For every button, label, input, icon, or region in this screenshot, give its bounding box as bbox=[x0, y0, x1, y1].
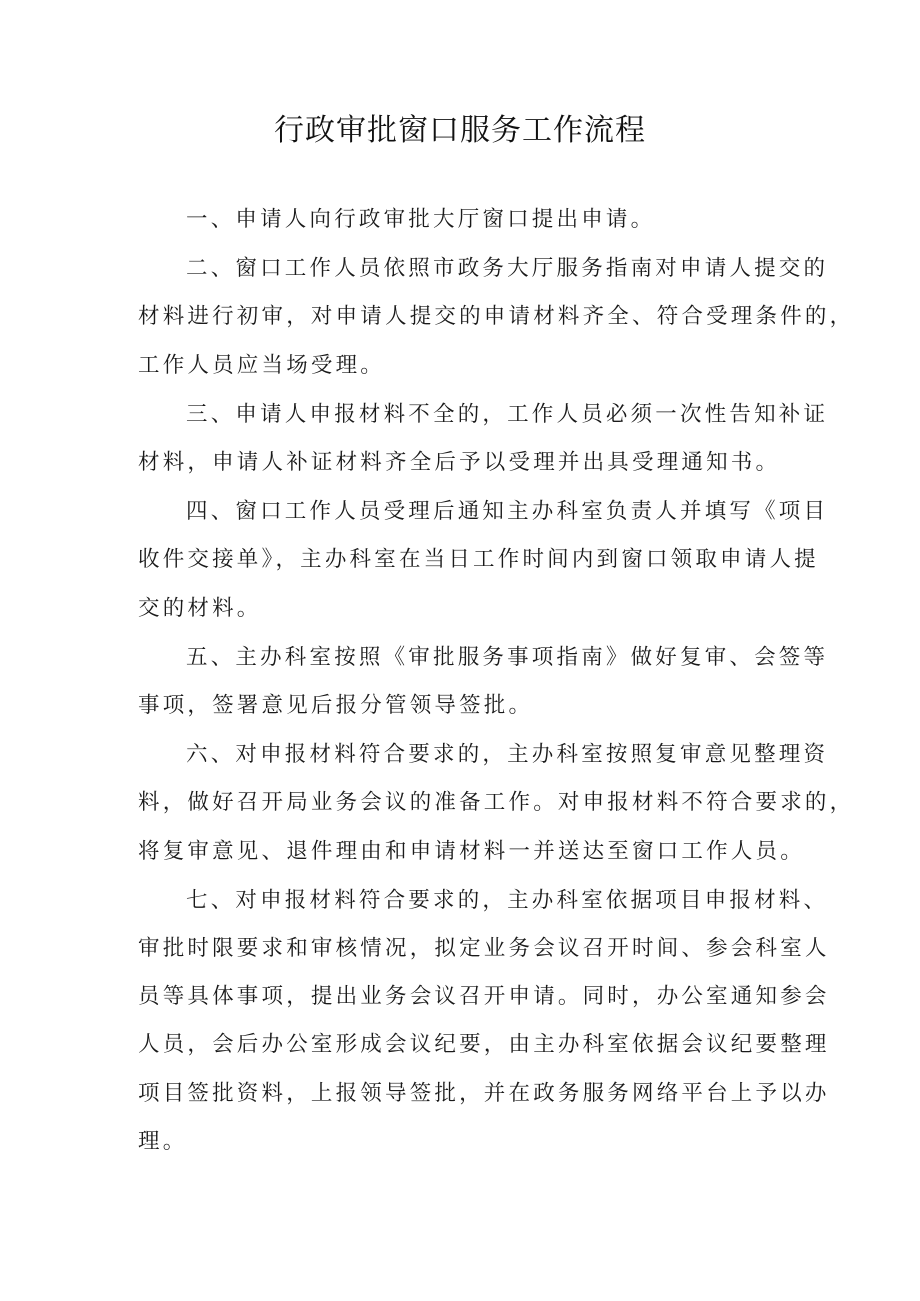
paragraph-6-line-1: 六、对申报材料符合要求的，主办科室按照复审意见整理资 bbox=[186, 742, 829, 768]
paragraph-7-line-1: 七、对申报材料符合要求的，主办科室依据项目申报材料、 bbox=[186, 887, 829, 913]
paragraph-3-line-1: 三、申请人申报材料不全的，工作人员必须一次性告知补证 bbox=[186, 401, 829, 427]
paragraph-7-line-2: 审批时限要求和审核情况，拟定业务会议召开时间、参会科室人 bbox=[138, 936, 830, 962]
paragraph-7-line-5: 项目签批资料，上报领导签批，并在政务服务网络平台上予以办 bbox=[138, 1080, 830, 1106]
paragraph-4-line-1: 四、窗口工作人员受理后通知主办科室负责人并填写《项目 bbox=[186, 499, 829, 525]
document-title: 行政审批窗口服务工作流程 bbox=[274, 113, 646, 148]
paragraph-4 bbox=[138, 488, 829, 633]
paragraph-1 bbox=[138, 196, 788, 244]
paragraph-7-line-3: 员等具体事项，提出业务会议召开申请。同时，办公室通知参会 bbox=[138, 984, 830, 1010]
paragraph-4-line-3: 交的材料。 bbox=[138, 595, 262, 621]
paragraph-1-line-1: 一、申请人向行政审批大厅窗口提出申请。 bbox=[186, 207, 656, 232]
paragraph-7-line-4: 人员，会后办公室形成会议纪要，由主办科室依据会议纪要整理 bbox=[138, 1032, 830, 1058]
paragraph-6-line-3: 将复审意见、退件理由和申请材料一并送达至窗口工作人员。 bbox=[138, 838, 805, 864]
paragraph-5-line-2: 事项，签署意见后报分管领导签批。 bbox=[138, 693, 534, 719]
paragraph-6 bbox=[138, 731, 855, 876]
paragraph-6-line-2: 料，做好召开局业务会议的准备工作。对申报材料不符合要求的， bbox=[138, 790, 855, 816]
paragraph-4-line-2: 收件交接单》，主办科室在当日工作时间内到窗口领取申请人提 bbox=[138, 547, 819, 573]
paragraph-2 bbox=[138, 245, 855, 390]
paragraph-2-line-1: 二、窗口工作人员依照市政务大厅服务指南对申请人提交的 bbox=[186, 256, 829, 282]
paragraph-2-line-3: 工作人员应当场受理。 bbox=[138, 352, 386, 378]
paragraph-5-line-1: 五、主办科室按照《审批服务事项指南》做好复审、会签等 bbox=[186, 644, 829, 670]
paragraph-3-line-2: 材料，申请人补证材料齐全后予以受理并出具受理通知书。 bbox=[138, 450, 781, 476]
paragraph-5 bbox=[138, 634, 829, 730]
paragraph-7-line-6: 理。 bbox=[138, 1128, 188, 1154]
paragraph-2-line-2: 材料进行初审，对申请人提交的申请材料齐全、符合受理条件的， bbox=[138, 304, 855, 330]
paragraph-3 bbox=[138, 391, 829, 487]
document-body bbox=[138, 196, 855, 1167]
paragraph-7 bbox=[138, 877, 830, 1166]
